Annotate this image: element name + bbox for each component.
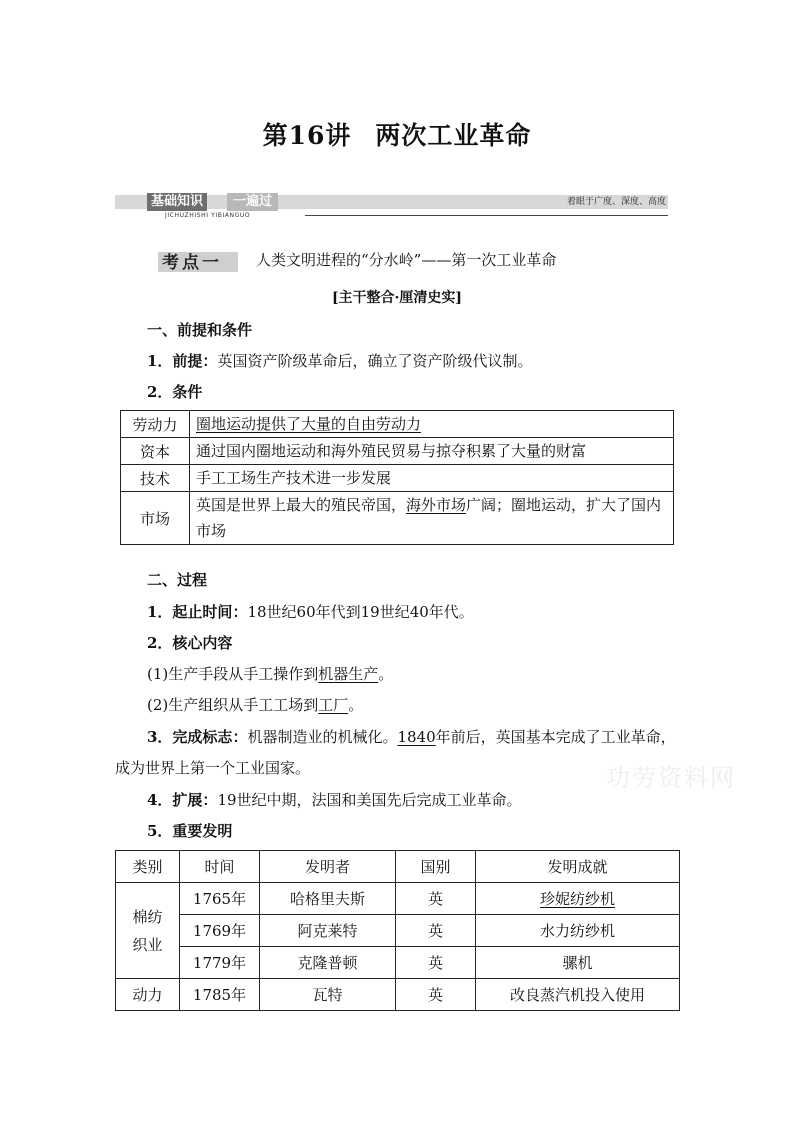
exam-point-header bbox=[158, 245, 556, 273]
section-banner bbox=[115, 193, 668, 223]
category-power: 动力 bbox=[116, 979, 180, 1011]
conditions-label: 2．条件 bbox=[147, 383, 203, 401]
banner-label-once: 一遍过 bbox=[227, 193, 278, 211]
page-title bbox=[0, 116, 794, 152]
time-line: 1．起止时间：18世纪60年代到19世纪40年代。 bbox=[147, 603, 474, 621]
table-row: 资本 通过国内圈地运动和海外殖民贸易与掠夺积累了大量的财富 bbox=[121, 438, 674, 465]
part1-heading: 一、前提和条件 bbox=[147, 321, 253, 339]
table-row: 1769年 阿克莱特 英 水力纺纱机 bbox=[116, 915, 680, 947]
banner-divider bbox=[305, 215, 668, 216]
table-row: 动力 1785年 瓦特 英 改良蒸汽机投入使用 bbox=[116, 979, 680, 1011]
table-row: 棉纺织业 1765年 哈格里夫斯 英 珍妮纺纱机 bbox=[116, 883, 680, 915]
exam-point-badge: 考点一 bbox=[158, 246, 238, 272]
core-label: 2．核心内容 bbox=[147, 634, 233, 652]
lecture-topic: 两次工业革命 bbox=[375, 121, 532, 150]
extension-line: 4．扩展：19世纪中期，法国和美国先后完成工业革命。 bbox=[147, 791, 522, 809]
section-label: [主干整合·厘清史实] bbox=[331, 290, 463, 306]
inventions-table bbox=[115, 850, 680, 1011]
table-row: 1779年 克隆普顿 英 骡机 bbox=[116, 947, 680, 979]
banner-pinyin: JICHUZHISHI YIBIANGUO bbox=[165, 212, 251, 219]
part2-heading: 二、过程 bbox=[147, 571, 208, 589]
conditions-table bbox=[120, 410, 674, 545]
category-cotton: 棉纺织业 bbox=[116, 883, 180, 979]
lecture-number: 第16讲 bbox=[262, 121, 352, 150]
core-item-1: (1)生产手段从手工操作到机器生产。 bbox=[147, 665, 394, 683]
inventions-label: 5．重要发明 bbox=[147, 822, 233, 840]
table-row: 技术 手工工场生产技术进一步发展 bbox=[121, 465, 674, 492]
exam-point-heading: 人类文明进程的“分水岭”——第一次工业革命 bbox=[256, 250, 557, 269]
premise-line: 1．前提：英国资产阶级革命后，确立了资产阶级代议制。 bbox=[147, 352, 533, 370]
table-header-row: 类别 时间 发明者 国别 发明成就 bbox=[116, 851, 680, 883]
completion-line: 3．完成标志：机器制造业的机械化。1840年前后，英国基本完成了工业革命， bbox=[147, 728, 676, 746]
core-item-2: (2)生产组织从手工工场到工厂。 bbox=[147, 696, 364, 714]
banner-label-basic: 基础知识 bbox=[147, 193, 207, 211]
completion-line-2: 成为世界上第一个工业国家。 bbox=[115, 759, 311, 777]
table-row: 市场 英国是世界上最大的殖民帝国，海外市场广阔；圈地运动，扩大了国内市场 bbox=[121, 492, 674, 545]
banner-right-text: 着眼于广度、深度、高度 bbox=[566, 197, 666, 207]
table-row: 劳动力 圈地运动提供了大量的自由劳动力 bbox=[121, 411, 674, 438]
watermark: 功劳资料网 bbox=[606, 764, 736, 792]
